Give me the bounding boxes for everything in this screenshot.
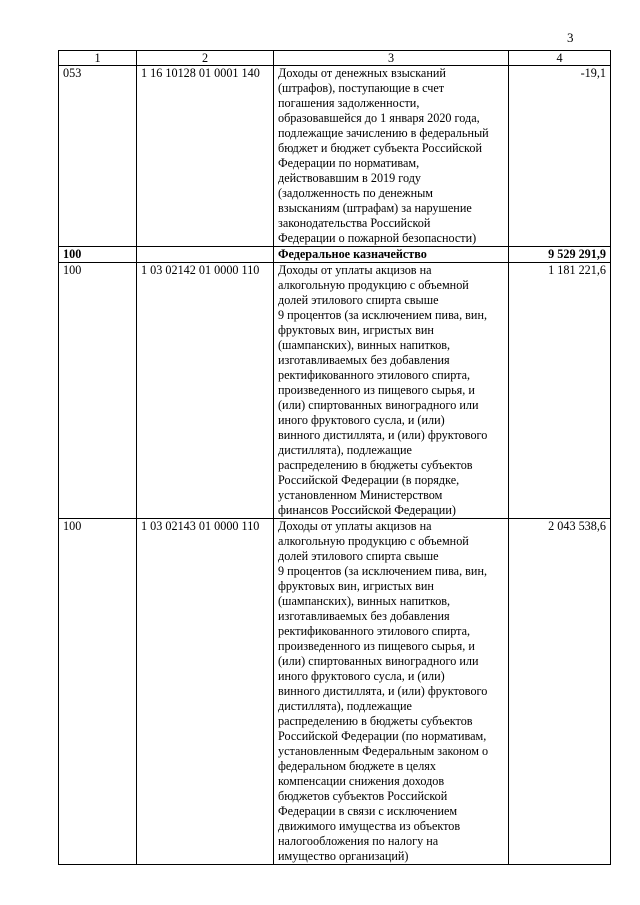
table-row [59, 519, 611, 865]
revenue-table [58, 50, 611, 865]
column-number-row [59, 51, 611, 66]
admin-code-cell: 100 [59, 263, 137, 519]
admin-code-cell: 100 [59, 247, 137, 263]
amount-cell: 9 529 291,9 [509, 247, 611, 263]
table-row [59, 263, 611, 519]
kbk-code-cell [137, 247, 274, 263]
column-header-3: 3 [274, 51, 509, 66]
revenue-name-cell: Доходы от уплаты акцизов на алкогольную продукцию с объемной долей этилового спирта свыше 9 процентов (за исключением пива, вин, фруктовых вин, игристых вин (шампанских), винных напитков, изготавливаемых без добавления ректификованного этилового спирта, произведенного из пищевого сырья, и (или) спиртованных виноградного или иного фруктового сусла, и (или) винного дистиллята, и (или) фруктового дистиллята), подлежащие распределению в бюджеты субъектов Российской Федерации (в порядке, установленном Министерством финансов Российской Федерации) [274, 263, 509, 519]
column-header-4: 4 [509, 51, 611, 66]
amount-cell: 2 043 538,6 [509, 519, 611, 865]
kbk-code-cell: 1 16 10128 01 0001 140 [137, 66, 274, 247]
column-header-1: 1 [59, 51, 137, 66]
kbk-code-cell: 1 03 02143 01 0000 110 [137, 519, 274, 865]
admin-code-cell: 053 [59, 66, 137, 247]
revenue-name-cell: Федеральное казначейство [274, 247, 509, 263]
amount-cell: 1 181 221,6 [509, 263, 611, 519]
page-number: 3 [567, 30, 574, 45]
column-header-2: 2 [137, 51, 274, 66]
revenue-name-cell: Доходы от уплаты акцизов на алкогольную продукцию с объемной долей этилового спирта свыше 9 процентов (за исключением пива, вин, фруктовых вин, игристых вин (шампанских), винных напитков, изготавливаемых без добавления ректификованного этилового спирта, произведенного из пищевого сырья, и (или) спиртованных виноградного или иного фруктового сусла, и (или) винного дистиллята, и (или) фруктового дистиллята), подлежащие распределению в бюджеты субъектов Российской Федерации (по нормативам, установленным Федеральным законом о федеральном бюджете в целях компенсации снижения доходов бюджетов субъектов Российской Федерации в связи с исключением движимого имущества из объектов налогообложения по налогу на имущество организаций) [274, 519, 509, 865]
admin-code-cell: 100 [59, 519, 137, 865]
table-row [59, 66, 611, 247]
table-row-admin-total [59, 247, 611, 263]
revenue-name-cell: Доходы от денежных взысканий (штрафов), поступающие в счет погашения задолженности, образовавшейся до 1 января 2020 года, подлежащие зачислению в федеральный бюджет и бюджет субъекта Российской Федерации по нормативам, действовавшим в 2019 году (задолженность по денежным взысканиям (штрафам) за нарушение законодательства Российской Федерации о пожарной безопасности) [274, 66, 509, 247]
amount-cell: -19,1 [509, 66, 611, 247]
kbk-code-cell: 1 03 02142 01 0000 110 [137, 263, 274, 519]
